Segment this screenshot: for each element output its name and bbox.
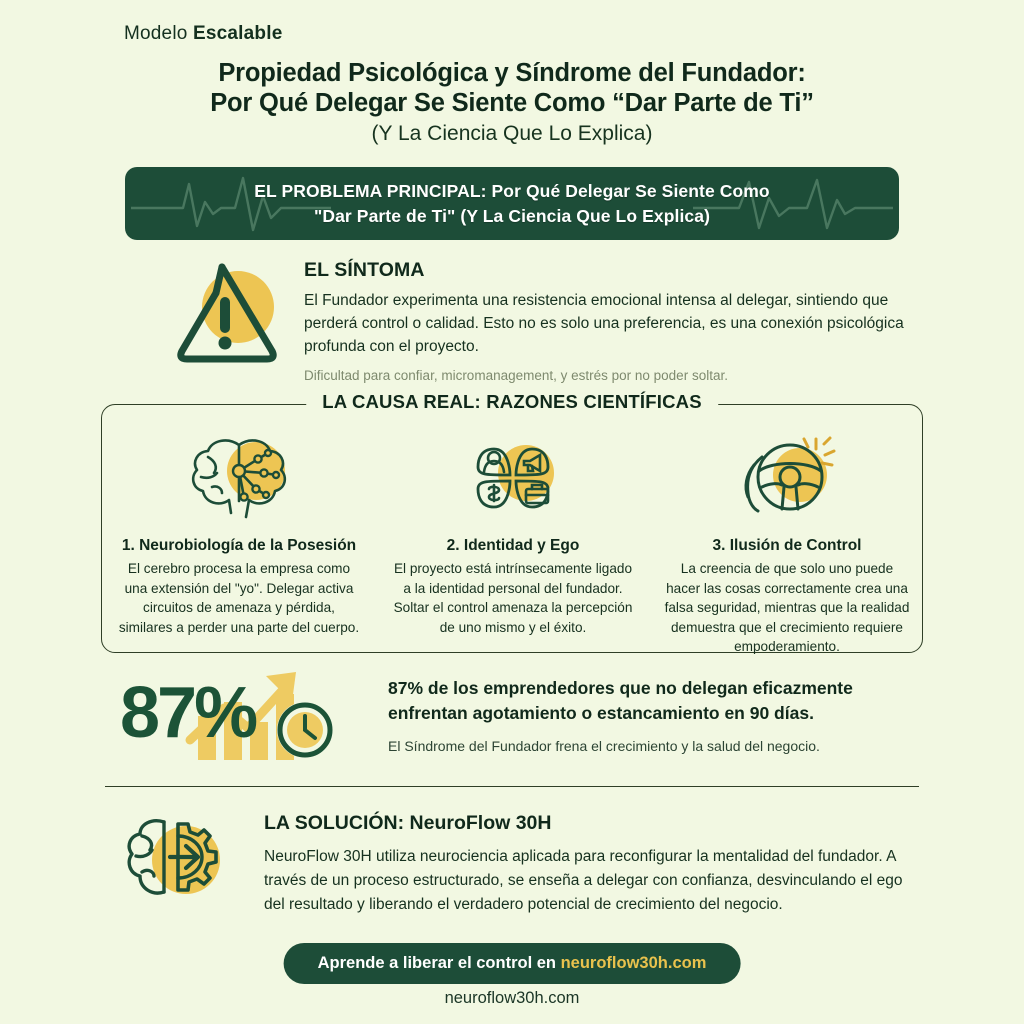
stat-body [388,668,920,757]
stat-section [120,668,920,764]
solution-paragraph: NeuroFlow 30H utiliza neurociencia aplicada para reconfigurar la mentalidad del fundador. A través de un proceso estructurado, se enseña a delegar con confianza, desvinculando el ego del resultado y liberando el verdadero potencial de crecimiento del negocio. [264,848,903,913]
stat-headline: 87% de los emprendedores que no delegan eficazmente enfrentan agotamiento o estancamiento en 90 días. [388,678,853,723]
cta-url: neuroflow30h.com [560,954,707,972]
title-line-3: (Y La Ciencia Que Lo Explica) [371,122,653,145]
brain-gear-arrow-icon [120,806,240,916]
solution-heading-prefix: LA SOLUCIÓN: [264,812,410,834]
problem-banner [125,167,899,240]
cta-label: Aprende a liberar el control en [317,954,561,972]
stat-subtext: El Síndrome del Fundador frena el crecimiento y la salud del negocio. [388,738,820,754]
cause-text-1: El cerebro procesa la empresa como una extensión del "yo". Delegar activa circuitos de amenaza y pérdida, similares a perder una parte del cuerpo. [118,561,360,635]
kicker-prefix: Modelo [124,23,193,44]
causes-columns [102,429,924,657]
kicker [124,23,282,45]
cause-column-2 [376,429,650,657]
warning-triangle-icon [176,255,282,365]
cause-title-3: 3. Ilusión de Control [712,537,862,554]
steering-wheel-icon [664,429,910,525]
symptom-section [176,253,916,386]
stat-value: 87% [120,673,256,753]
symptom-paragraph: El Fundador experimenta una resistencia emocional intensa al delegar, sintiendo que perderá control o calidad. Esto no es solo una preferencia, es una conexión psicológica profunda con el proyecto. [304,292,904,355]
banner-line-1: EL PROBLEMA PRINCIPAL: Por Qué Delegar Se Siente Como [254,180,770,201]
cause-title-1: 1. Neurobiología de la Posesión [121,537,357,554]
cause-column-1 [102,429,376,657]
causes-label: LA CAUSA REAL: RAZONES CIENTÍFICAS [306,391,718,413]
title-line-2: Por Qué Delegar Se Siente Como “Dar Parte de Ti” [210,89,814,117]
kicker-bold: Escalable [193,23,283,44]
solution-heading [264,812,920,835]
problem-banner-text [174,179,849,229]
cta-button[interactable] [284,943,741,984]
causes-card [101,391,923,654]
cause-text-3: La creencia de que solo uno puede hacer las cosas correctamente crea una falsa seguridad, mientras que la realidad demuestra que el crecimiento requiere empoderamiento. [664,561,910,654]
section-divider [105,786,919,787]
solution-body [264,806,920,917]
footer-url: neuroflow30h.com [444,989,580,1007]
symptom-subtext: Dificultad para confiar, micromanagement, y estrés por no poder soltar. [304,368,728,383]
identity-quadrant-icon [390,429,636,525]
title-line-1: Propiedad Psicológica y Síndrome del Fundador: [218,59,806,87]
cause-text-2: El proyecto está intrínsecamente ligado a la identidad personal del fundador. Soltar el control amenaza la percepción de uno mismo y el éxito. [393,561,633,635]
brain-network-icon [116,429,362,525]
banner-line-2: "Dar Parte de Ti" (Y La Ciencia Que Lo Explica) [313,205,711,226]
growth-chart-arrow-clock-icon [120,668,370,764]
page-title [0,58,1024,149]
cause-title-2: 2. Identidad y Ego [446,537,580,554]
symptom-body [304,253,916,386]
cause-column-3 [650,429,924,657]
symptom-heading: EL SÍNTOMA [304,259,425,281]
solution-section [120,806,920,917]
solution-brand: NeuroFlow 30H [409,812,552,834]
